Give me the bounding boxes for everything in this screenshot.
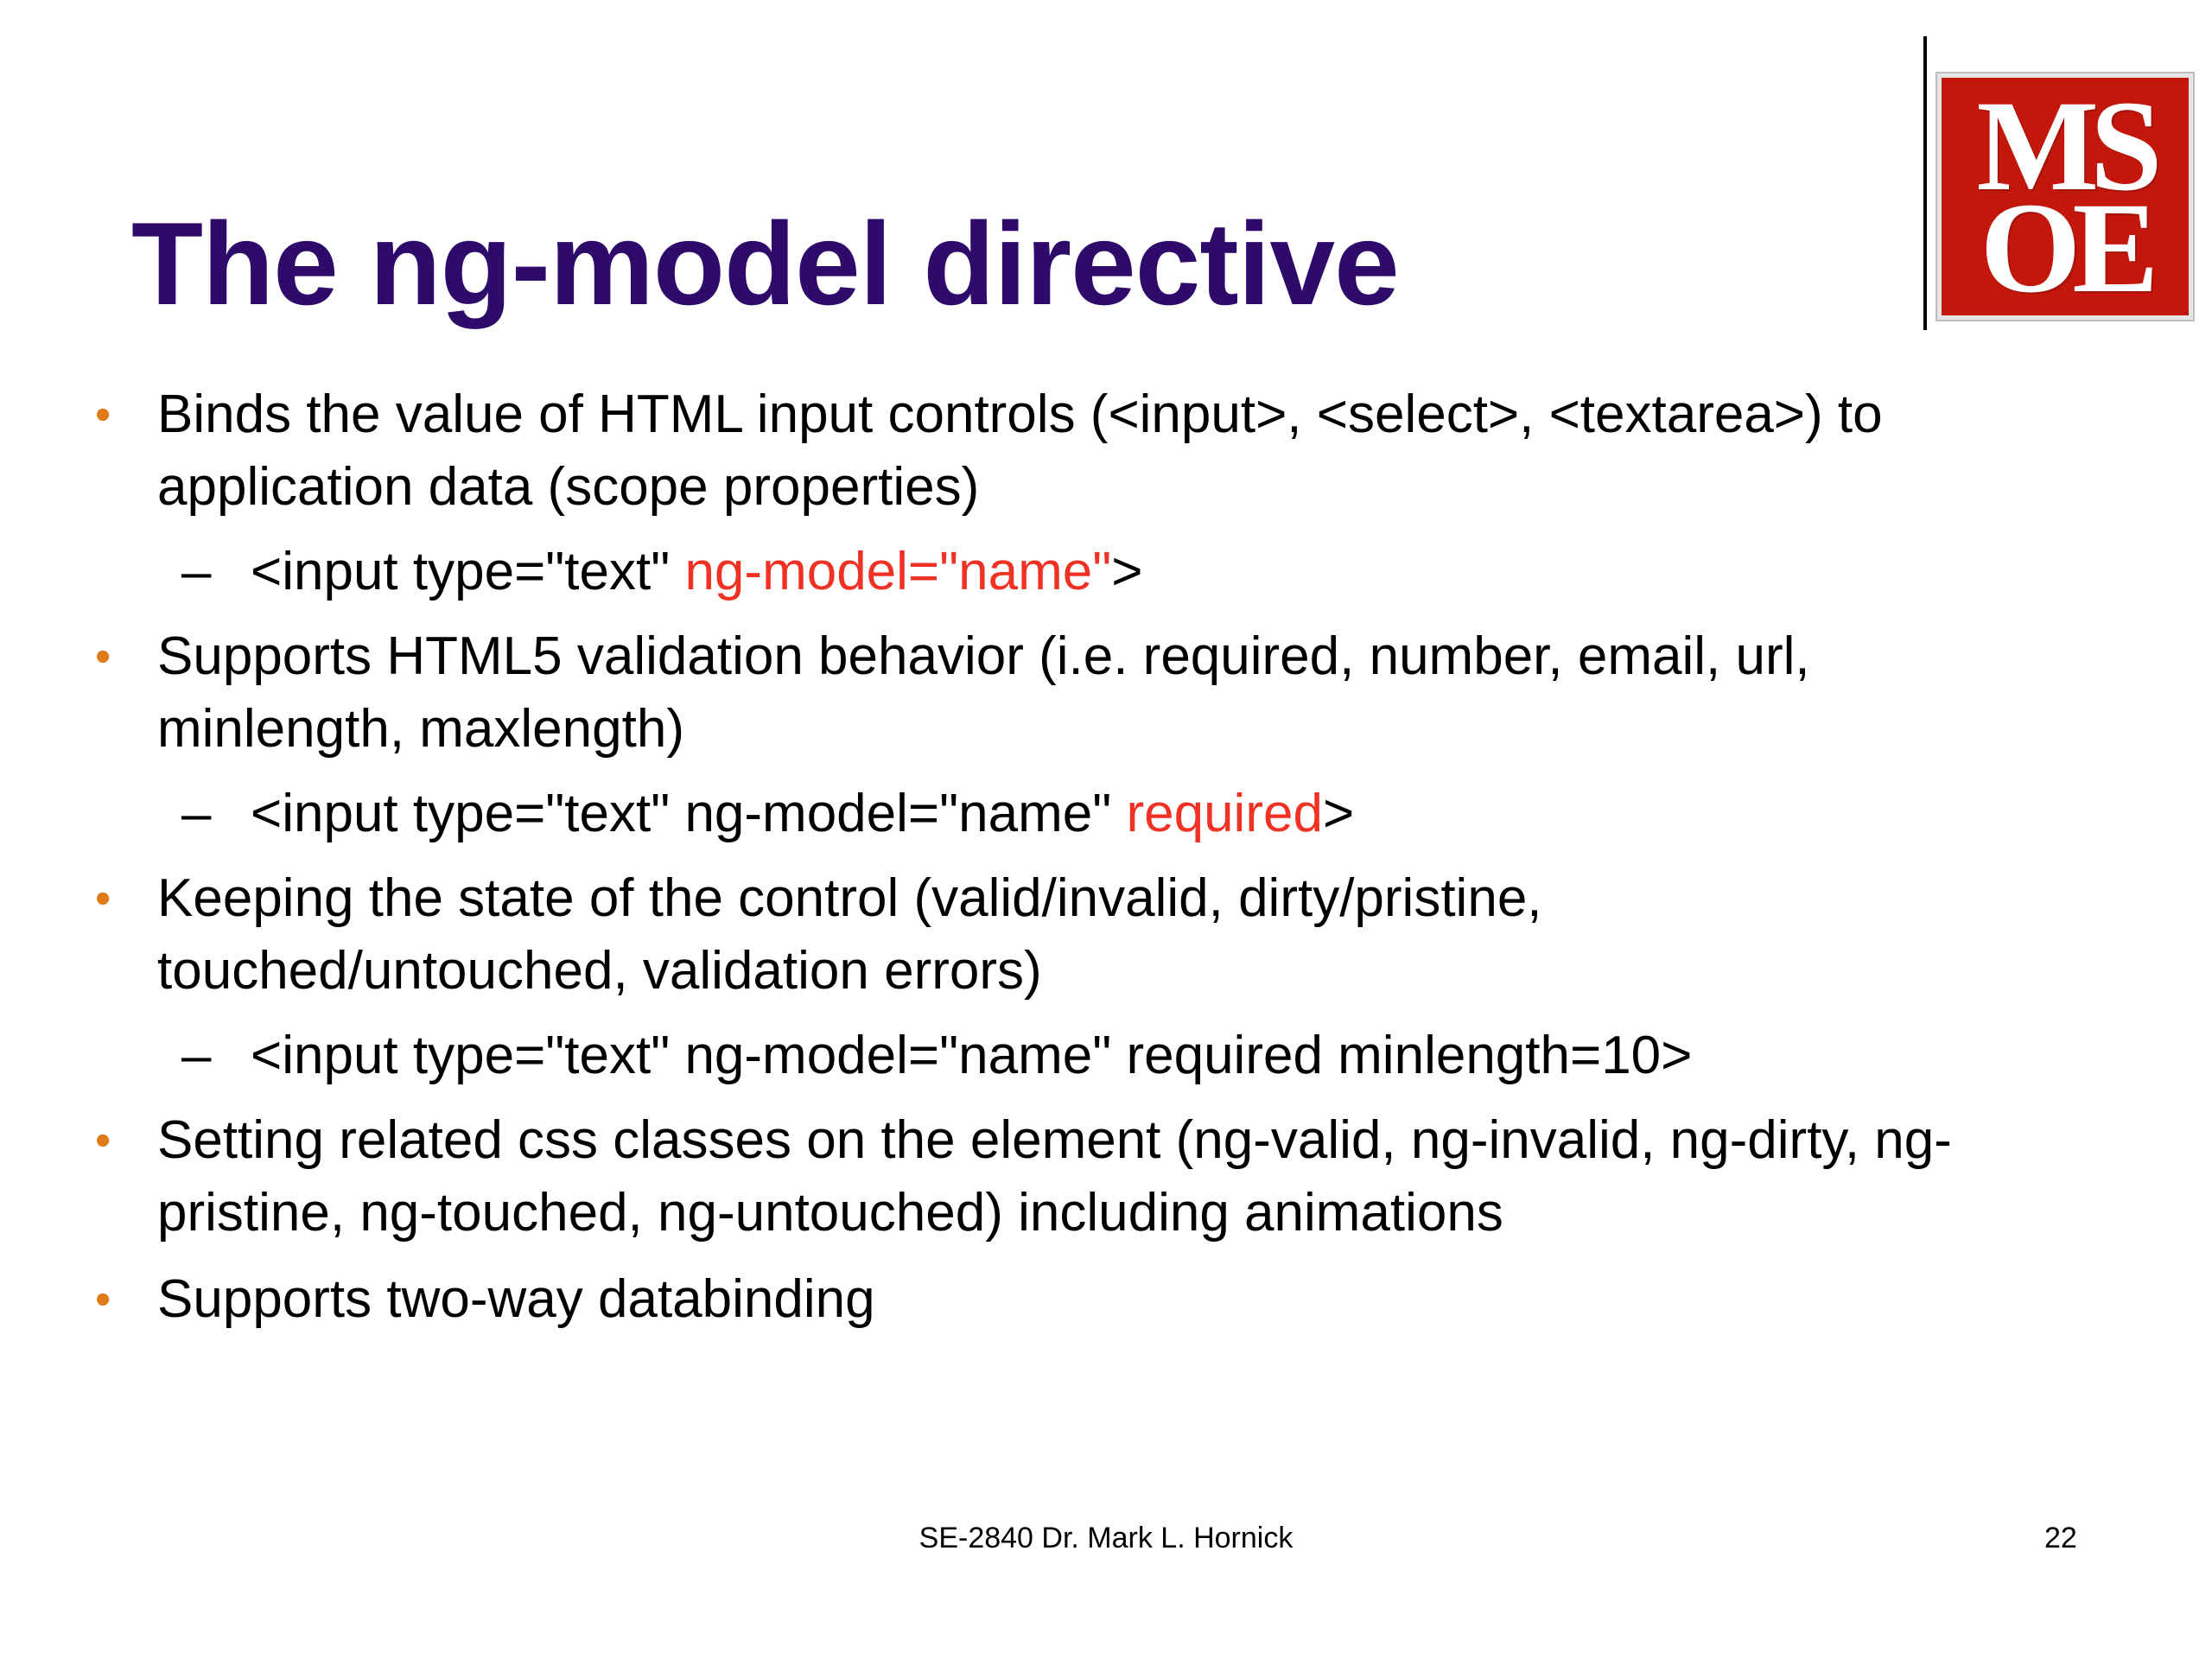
bullet-item-two-way: [95, 1263, 1961, 1336]
bullet-icon: •: [95, 874, 111, 924]
bullet-item-binds: [95, 378, 1961, 524]
bullet-text-line1: Setting related css classes on the element (ng-valid, ng-invalid, ng-dirty, ng-: [157, 1110, 1952, 1170]
dash-icon: –: [181, 1026, 212, 1085]
bullet-text-line1: Keeping the state of the control (valid/invalid, dirty/pristine,: [157, 868, 1542, 928]
title-divider: [1923, 36, 1927, 330]
bullet-text-line2: application data (scope properties): [157, 457, 980, 517]
logo-line-2: OE: [1980, 175, 2151, 320]
bullet-text-line2: touched/untouched, validation errors): [157, 941, 1042, 1001]
sub-item-code-example: [95, 778, 1961, 850]
bullet-text-line1: Supports two-way databinding: [157, 1269, 875, 1329]
bullet-text-line1: Binds the value of HTML input controls (<input>, <select>, <textarea>) to: [157, 385, 1883, 444]
bullet-item-validation: [95, 620, 1961, 766]
bullet-icon: •: [95, 1274, 111, 1325]
sub-item-code-example: [95, 536, 1961, 608]
code-suffix: >: [1111, 542, 1143, 601]
code-prefix: <input type="text": [251, 542, 685, 601]
code-prefix: <input type="text" ng-model="name" required minlength=10>: [251, 1026, 1693, 1085]
code-highlight: required: [1126, 784, 1323, 843]
bullet-list: [95, 378, 1961, 1348]
code-prefix: <input type="text" ng-model="name": [251, 784, 1127, 843]
msoe-logo: [1937, 73, 2193, 320]
bullet-icon: •: [95, 1116, 111, 1166]
bullet-text-line2: minlength, maxlength): [157, 699, 684, 759]
bullet-icon: •: [95, 632, 111, 682]
dash-icon: –: [181, 542, 212, 601]
bullet-icon: •: [95, 390, 111, 440]
bullet-item-css-classes: [95, 1104, 1961, 1249]
sub-item-code-example: [95, 1020, 1961, 1092]
code-highlight: ng-model="name": [684, 542, 1112, 601]
bullet-text-line2: pristine, ng-touched, ng-untouched) including animations: [157, 1183, 1503, 1243]
bullet-text-line1: Supports HTML5 validation behavior (i.e. required, number, email, url,: [157, 626, 1810, 686]
page-number: 22: [2044, 1522, 2077, 1554]
dash-icon: –: [181, 784, 212, 843]
slide-title: The ng-model directive: [131, 198, 1399, 329]
logo-line-1: MS: [1976, 73, 2154, 218]
slide-footer: SE-2840 Dr. Mark L. Hornick: [918, 1522, 1294, 1554]
bullet-item-state: [95, 862, 1961, 1007]
code-suffix: >: [1322, 784, 1355, 843]
